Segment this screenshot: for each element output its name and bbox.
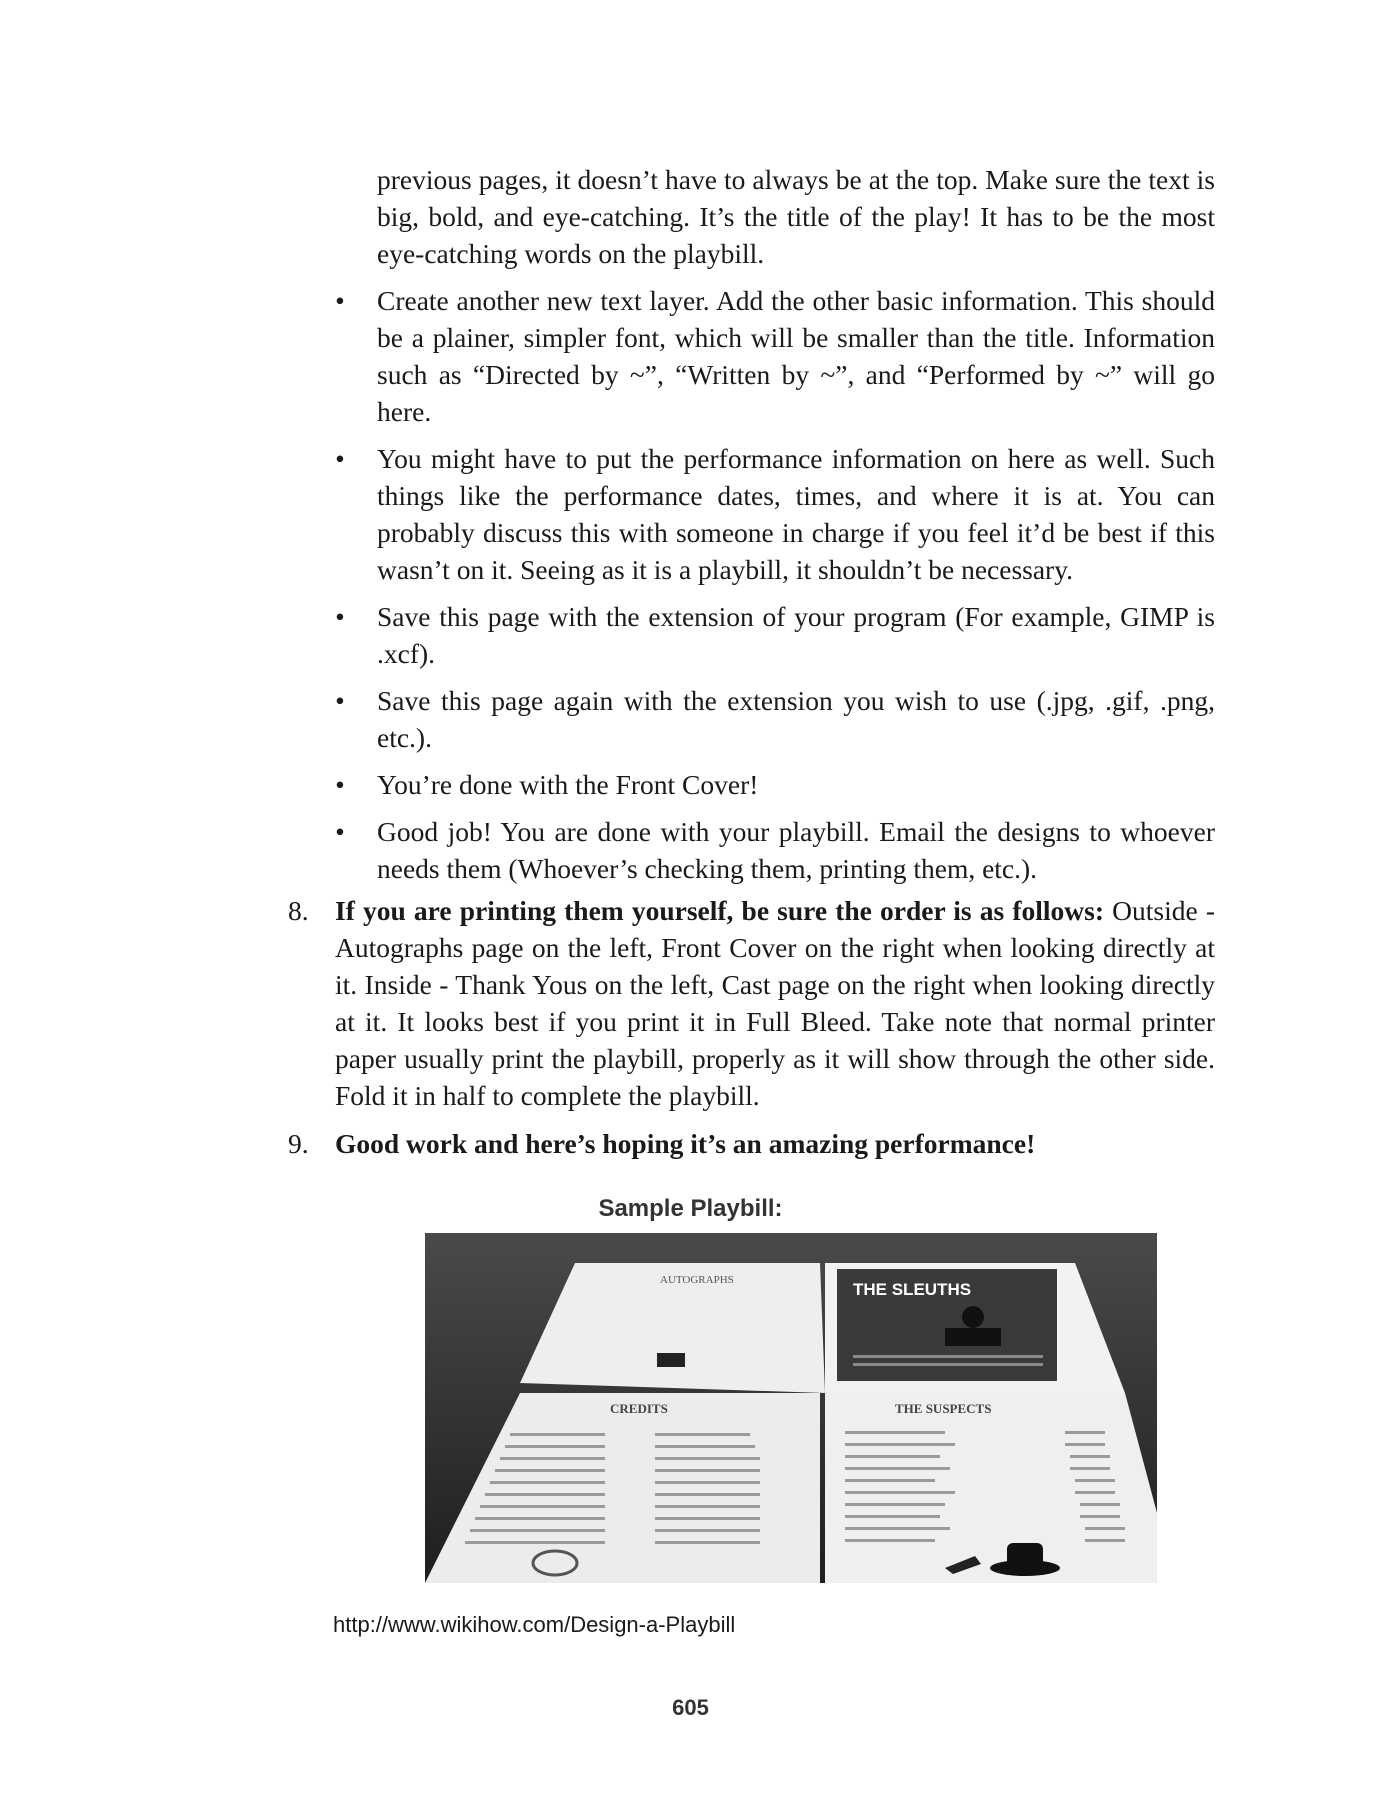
credits-title: CREDITS xyxy=(610,1401,668,1416)
autographs-title: AUTOGRAPHS xyxy=(660,1274,734,1286)
list-item xyxy=(330,813,1215,887)
list-item xyxy=(330,282,1215,430)
list-item xyxy=(330,440,1215,588)
playbill-illustration xyxy=(425,1233,1157,1583)
typewriter-icon xyxy=(657,1353,685,1367)
step-body xyxy=(335,892,1215,1114)
cover-title: THE SLEUTHS xyxy=(853,1280,972,1299)
sample-playbill-photo xyxy=(425,1233,1157,1583)
step-number: 9. xyxy=(288,1128,309,1159)
figure-caption: Sample Playbill: xyxy=(598,1195,783,1222)
bullet-icon: • xyxy=(335,285,345,316)
list-item xyxy=(330,598,1215,672)
bullet-icon: • xyxy=(335,685,345,716)
step-number: 8. xyxy=(288,895,309,926)
suspects-title: THE SUSPECTS xyxy=(895,1401,992,1416)
step-9 xyxy=(288,1125,1215,1162)
bullet-list xyxy=(330,282,1215,897)
step-heading: If you are printing them yourself, be sure the order is as follows: xyxy=(335,895,1105,926)
list-item xyxy=(330,682,1215,756)
source-link[interactable]: http://www.wikihow.com/Design-a-Playbill xyxy=(333,1612,736,1637)
suspects-page xyxy=(825,1393,1157,1583)
bullet-icon: • xyxy=(335,769,345,800)
bullet-icon: • xyxy=(335,443,345,474)
step-body xyxy=(335,1125,1215,1162)
step-8 xyxy=(288,892,1215,1114)
bullet-text: Save this page with the extension of your program (For example, GIMP is .xcf). xyxy=(377,601,1215,669)
bullet-text: Good job! You are done with your playbill. Email the designs to whoever needs them (Whoever’s checking them, printing them, etc.). xyxy=(377,816,1215,884)
list-item xyxy=(330,766,1215,803)
detective-icon xyxy=(962,1306,984,1328)
bullet-text: You’re done with the Front Cover! xyxy=(377,769,759,800)
bullet-icon: • xyxy=(335,816,345,847)
bullet-text: Create another new text layer. Add the other basic information. This should be a plainer, simpler font, which will be smaller than the title. Information such as “Directed by ~”, “Written by ~”, and “Performed by ~” will go here. xyxy=(377,285,1215,427)
page-number: 605 xyxy=(672,1695,709,1720)
bullet-text: Save this page again with the extension you wish to use (.jpg, .gif, .png, etc.). xyxy=(377,685,1215,753)
bullet-text: You might have to put the performance information on here as well. Such things like the performance dates, times, and where it is at. You can probably discuss this with someone in charge if you feel it’d be best if this wasn’t on it. Seeing as it is a playbill, it shouldn’t be necessary. xyxy=(377,443,1215,585)
step-heading: Good work and here’s hoping it’s an amazing performance! xyxy=(335,1128,1036,1159)
step-text: Outside - Autographs page on the left, Front Cover on the right when looking directly at it. Inside - Thank Yous on the left, Cast page on the right when looking directly at it. It looks best if you print it in Full Bleed. Take note that normal printer paper usually print the playbill, properly as it will show through the other side. Fold it in half to complete the playbill. xyxy=(335,895,1215,1111)
continuation-paragraph: previous pages, it doesn’t have to always be at the top. Make sure the text is big, bold, and eye-catching. It’s the title of the play! It has to be the most eye-catching words on the playbill. xyxy=(377,164,1215,269)
bullet-icon: • xyxy=(335,601,345,632)
